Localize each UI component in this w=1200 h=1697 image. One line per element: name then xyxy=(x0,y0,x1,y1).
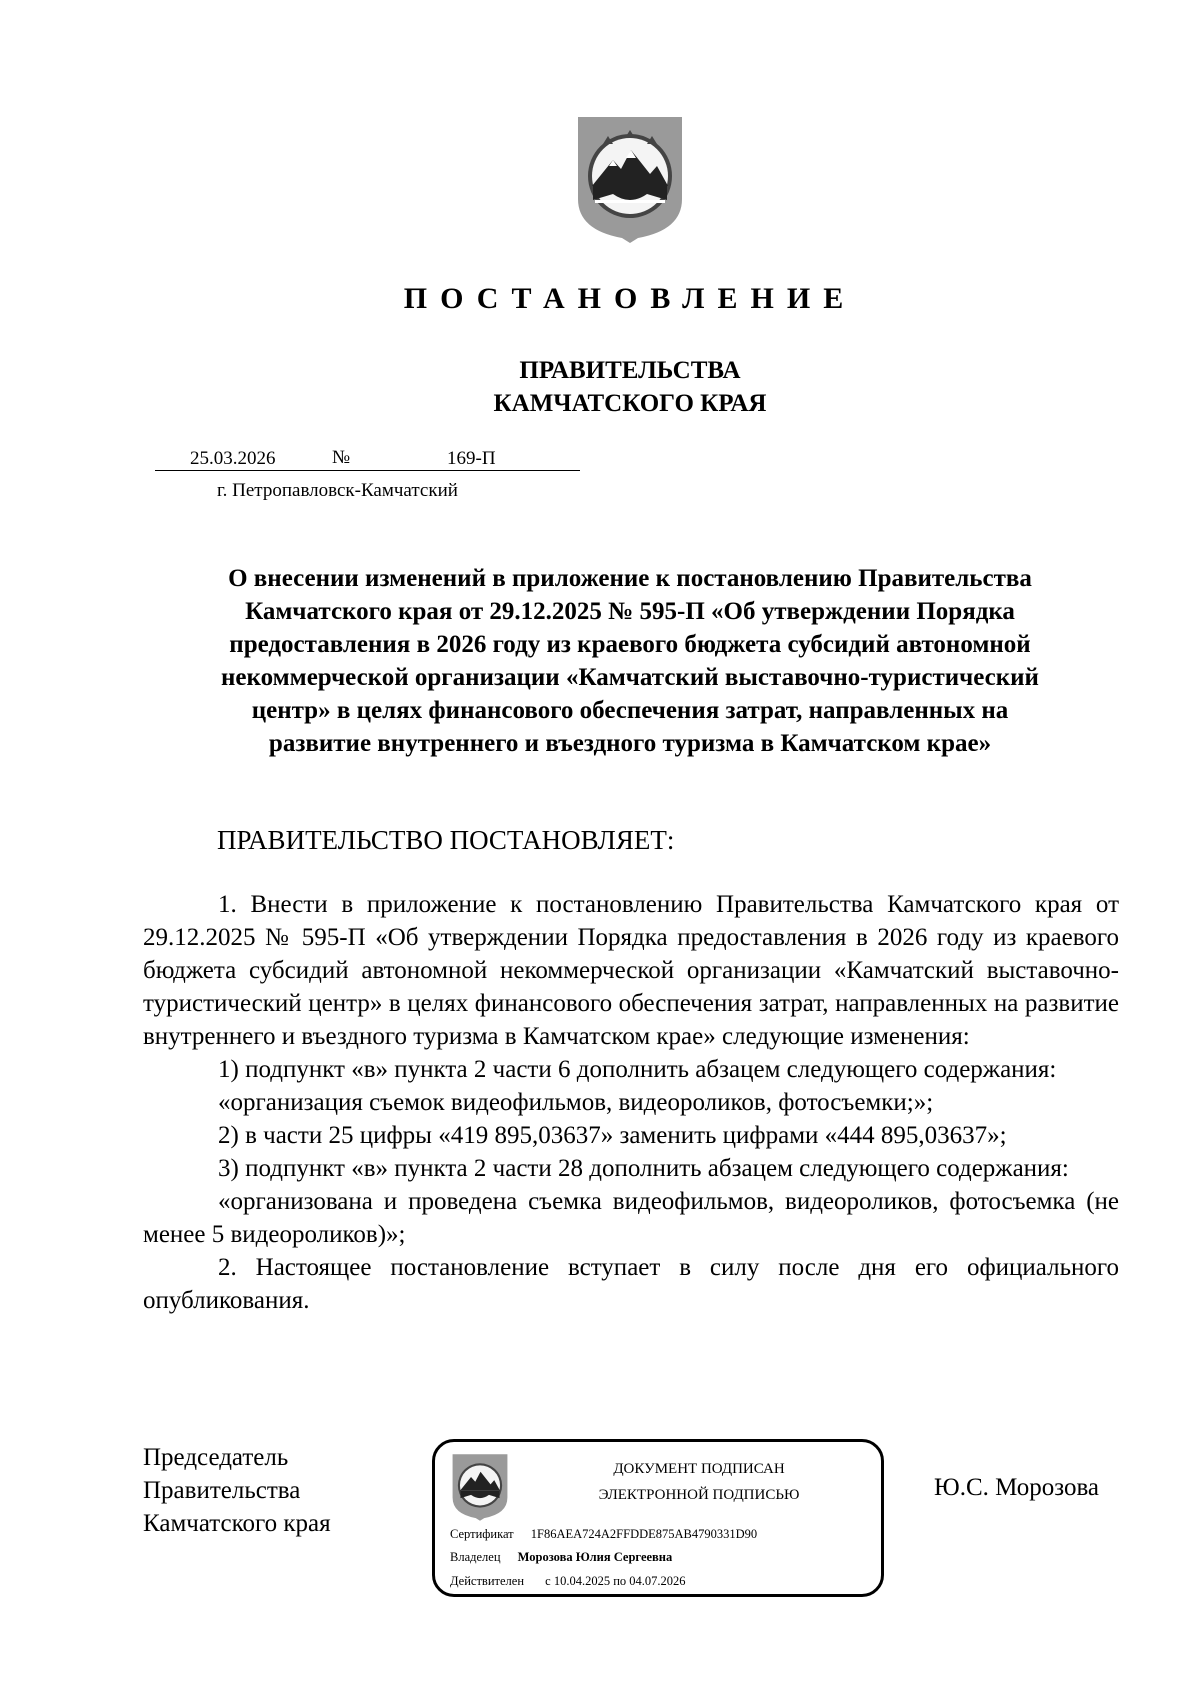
stamp-validity-row xyxy=(450,1574,686,1589)
validity-to-label: по xyxy=(613,1574,627,1588)
validity-from: 10.04.2025 xyxy=(553,1574,611,1588)
title-line: центр» в целях финансового обеспечения затрат, направленных на xyxy=(251,697,1009,724)
validity-from-label: с xyxy=(545,1574,551,1588)
title-line: развитие внутреннего и въездного туризма в Камчатском крае» xyxy=(268,730,992,757)
electronic-signature-stamp xyxy=(432,1439,884,1597)
document-number: 169-П xyxy=(447,448,496,469)
title-line: О внесении изменений в приложение к постановлению Правительства xyxy=(228,565,1032,592)
certificate-value: 1F86AEA724A2FFDDE875AB4790331D90 xyxy=(530,1527,758,1541)
certificate-label: Сертификат xyxy=(450,1527,514,1541)
signatory-position-line: Камчатского края xyxy=(143,1510,331,1537)
authority-line-1: ПРАВИТЕЛЬСТВА xyxy=(519,357,741,384)
body-paragraph: «организация съемок видеофильмов, видеороликов, фотосъемки;»; xyxy=(218,1089,934,1116)
owner-label: Владелец xyxy=(450,1550,501,1564)
coat-of-arms-emblem xyxy=(575,114,685,244)
signatory-position xyxy=(143,1441,331,1540)
signatory-position-line: Правительства xyxy=(143,1477,301,1504)
title-line: некоммерческой организации «Камчатский выставочно-туристический xyxy=(221,664,1039,691)
document-heading: ПОСТАНОВЛЕНИЕ xyxy=(403,282,857,315)
signatory-position-line: Председатель xyxy=(143,1444,289,1471)
stamp-owner-row xyxy=(450,1550,672,1565)
number-sign: № xyxy=(332,447,351,468)
body-paragraph: 2) в части 25 цифры «419 895,03637» заменить цифрами «444 895,03637»; xyxy=(218,1122,1007,1149)
stamp-title-line: ЭЛЕКТРОННОЙ ПОДПИСЬЮ xyxy=(598,1487,800,1503)
stamp-title-line: ДОКУМЕНТ ПОДПИСАН xyxy=(613,1461,785,1477)
body-paragraph: «организована и проведена съемка видеофильмов, видеороликов, фотосъемка (не менее 5 видеороликов)»; xyxy=(143,1188,1119,1248)
validity-to: 04.07.2026 xyxy=(629,1574,686,1588)
stamp-certificate-row xyxy=(450,1527,757,1542)
issuing-authority xyxy=(0,354,1200,420)
body-paragraph: 1. Внести в приложение к постановлению Правительства Камчатского края от 29.12.2025 № 595-П «Об утверждении Порядка предоставления в 2026 году из краевого бюджета субсидий автономной некоммерческой организации «Камчатский выставочно-туристический центр» в целях финансового обеспечения затрат, направленных на развитие внутреннего и въездного туризма в Камчатском крае» следующие изменения: xyxy=(143,891,1119,1050)
title-line: Камчатского края от 29.12.2025 № 595-П «Об утверждении Порядка xyxy=(245,598,1015,625)
stamp-emblem-icon xyxy=(451,1452,509,1522)
stamp-title xyxy=(529,1456,869,1508)
city-line: г. Петропавловск-Камчатский xyxy=(217,480,458,501)
signatory-name: Ю.С. Морозова xyxy=(934,1474,1100,1501)
validity-label: Действителен xyxy=(450,1574,525,1588)
document-date: 25.03.2026 xyxy=(190,448,276,469)
decree-statement: ПРАВИТЕЛЬСТВО ПОСТАНОВЛЯЕТ: xyxy=(217,825,675,855)
title-line: предоставления в 2026 году из краевого бюджета субсидий автономной xyxy=(229,631,1031,658)
date-number-underline xyxy=(155,470,580,471)
body-paragraph: 3) подпункт «в» пункта 2 части 28 дополнить абзацем следующего содержания: xyxy=(218,1155,1069,1182)
document-body xyxy=(143,888,1119,1317)
document-title xyxy=(140,562,1120,760)
owner-value: Морозова Юлия Сергеевна xyxy=(517,1550,673,1564)
body-paragraph: 2. Настоящее постановление вступает в силу после дня его официального опубликования. xyxy=(143,1254,1119,1314)
body-paragraph: 1) подпункт «в» пункта 2 части 6 дополнить абзацем следующего содержания: xyxy=(218,1056,1057,1083)
authority-line-2: КАМЧАТСКОГО КРАЯ xyxy=(493,390,767,417)
